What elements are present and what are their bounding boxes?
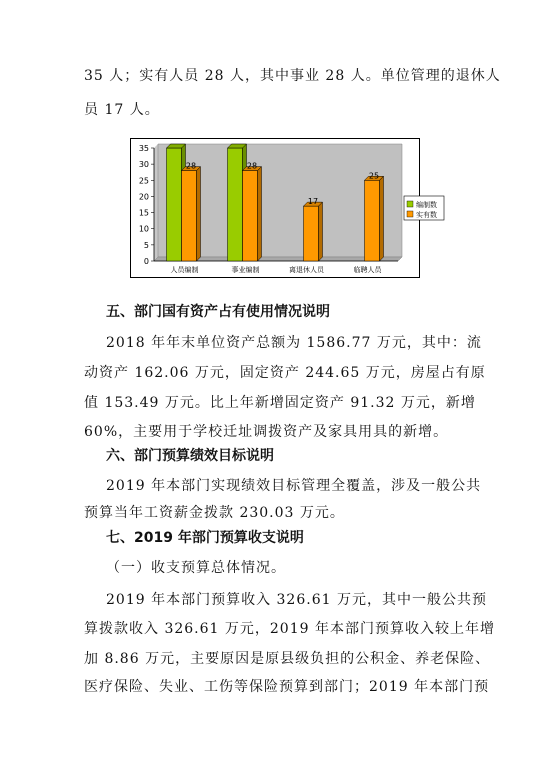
- chart-body: [139, 144, 444, 274]
- data-label: 28: [185, 161, 197, 171]
- paragraph-line: 预算当年工资薪金拨款 230.03 万元。: [84, 505, 345, 521]
- data-label: 28: [246, 161, 258, 171]
- paragraph-line: 加 8.86 万元，主要原因是原县级负担的公积金、养老保险、: [84, 651, 491, 667]
- legend-label: 实有数: [416, 211, 437, 219]
- paragraph-line: 值 153.49 万元。比上年新增固定资产 91.32 万元，新增: [84, 395, 476, 411]
- legend-swatch: [407, 211, 413, 217]
- bar-side: [197, 167, 201, 261]
- paragraph-line: 2018 年年末单位资产总额为 1586.77 万元，其中：流: [106, 335, 482, 351]
- bar-side: [380, 176, 384, 261]
- section-heading: 六、部门预算绩效目标说明: [106, 448, 274, 464]
- paragraph-line: 2019 年本部门实现绩效目标管理全覆盖，涉及一般公共: [106, 478, 482, 494]
- x-tick-label: 临聘人员: [353, 266, 382, 274]
- section-heading: 五、部门国有资产占有使用情况说明: [106, 304, 330, 320]
- y-tick-label: 15: [138, 208, 149, 218]
- y-tick-label: 25: [138, 176, 149, 186]
- y-tick-label: 20: [138, 192, 149, 202]
- paragraph-line: 2019 年本部门预算收入 326.61 万元，其中一般公共预: [106, 592, 487, 608]
- bar: [304, 206, 319, 261]
- bar: [365, 180, 380, 261]
- y-tick-label: 0: [143, 257, 149, 266]
- y-tick-label: 30: [138, 160, 149, 170]
- subsection-heading: （一）收支预算总体情况。: [106, 560, 286, 576]
- bar: [167, 148, 182, 261]
- bar-side: [258, 167, 262, 261]
- bar-side: [319, 202, 323, 261]
- legend-swatch: [407, 201, 413, 207]
- paragraph-line: 算拨款收入 326.61 万元，2019 年本部门预算收入较上年增: [84, 621, 495, 637]
- x-tick-label: 事业编制: [231, 266, 260, 274]
- x-tick-label: 离退休人员: [289, 266, 324, 274]
- y-tick-label: 10: [138, 224, 149, 234]
- paragraph-line: 动资产 162.06 万元，固定资产 244.65 万元，房屋占有原: [84, 365, 486, 381]
- legend-label: 编制数: [416, 201, 437, 209]
- data-label: 17: [307, 197, 319, 207]
- paragraph-line: 员 17 人。: [84, 102, 160, 118]
- data-label: 25: [368, 171, 380, 181]
- y-tick-label: 35: [138, 144, 149, 153]
- y-tick-label: 5: [143, 240, 149, 250]
- paragraph-line: 35 人；实有人员 28 人，其中事业 28 人。单位管理的退休人: [84, 68, 501, 84]
- x-tick-label: 人员编制: [170, 266, 199, 274]
- paragraph-line: 医疗保险、失业、工伤等保险预算到部门；2019 年本部门预: [84, 679, 490, 695]
- bar-chart: [130, 138, 437, 278]
- bar: [182, 171, 197, 261]
- section-heading: 七、2019 年部门预算收支说明: [106, 530, 304, 546]
- bar: [243, 171, 258, 261]
- paragraph-line: 60%，主要用于学校迁址调拨资产及家具用具的新增。: [84, 424, 449, 440]
- bar: [228, 148, 243, 261]
